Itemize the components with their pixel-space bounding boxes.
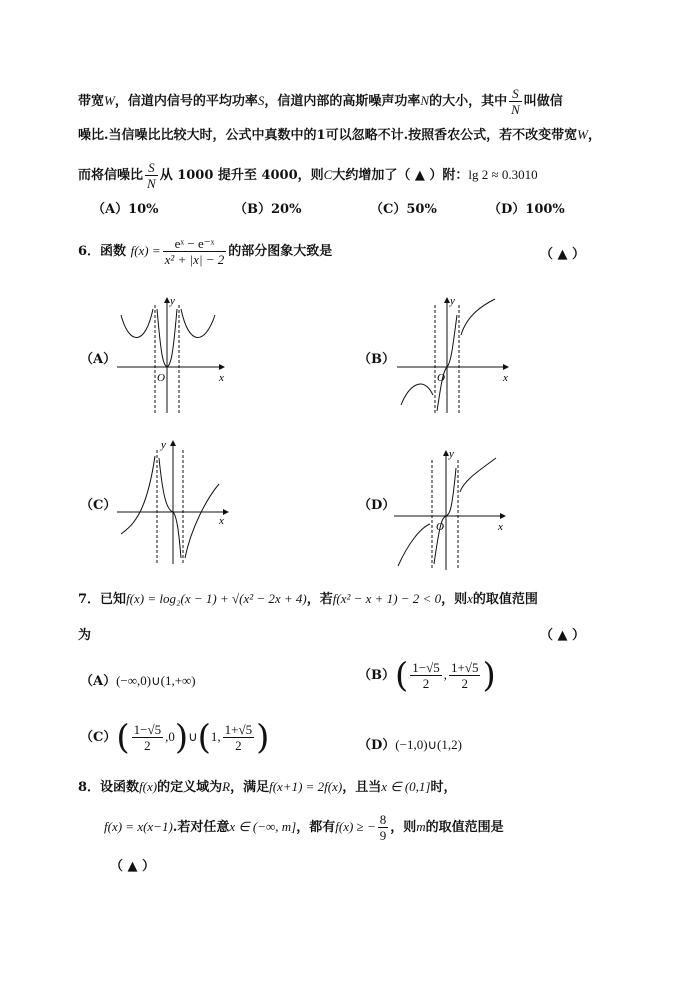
q8-stem: 8．设函数f(x)的定义域为R，满足f(x+1) = 2f(x)，且当x ∈ (0,1]时， — [78, 779, 457, 795]
graph-d-y-label: y — [449, 448, 454, 460]
q7-option-d: （D）(−1,0)∪(1,2) — [358, 737, 462, 753]
q8-line2: f(x) = x(x−1).若对任意x ∈ (−∞, m]，都有f(x) ≥ − $\frac{8}{9}$ ，则m的取值范围是 — [104, 812, 504, 843]
answer-triangle: ▲ — [414, 168, 425, 183]
graph-a-label: （A） — [80, 352, 117, 367]
graph-d-origin: O — [436, 521, 444, 533]
graph-a-origin: O — [157, 372, 165, 384]
q7-option-b: （B）( $\frac{1-√5}{2}$ , $\frac{1+√5}{2}$ ) — [358, 655, 496, 696]
graph-a — [115, 295, 225, 415]
q5-option-c: （C）50% — [370, 202, 437, 217]
graph-b-origin: O — [437, 372, 445, 384]
q8-answer-blank: （ ▲ ） — [110, 859, 156, 874]
q7-option-c: （C）( $\frac{1-√5}{2}$ ,0)∪(1, $\frac{1+√5}{2}$ ) — [80, 717, 270, 758]
q7-option-a: （A）(−∞,0)∪(1,+∞) — [80, 673, 196, 689]
graph-d-label: （D） — [358, 498, 396, 513]
snr-fraction-2: $\frac{S}{N}$ — [147, 160, 156, 191]
graph-d — [392, 448, 507, 573]
q5-line-3: 而将信噪比 $\frac{S}{N}$ 从 1000 提升至 4000，则C大约增加了（ ▲ ）附：lg 2 ≈ 0.3010 — [78, 160, 538, 191]
q6-answer-blank: （ ▲ ） — [540, 247, 586, 262]
q6-fraction: $\frac{\text{eˣ − e⁻ˣ}}{\text{x² + |x| − 2}}$ — [164, 236, 225, 267]
graph-b-y-label: y — [450, 295, 455, 307]
graph-b — [395, 295, 510, 415]
snr-fraction: $\frac{S}{N}$ — [511, 86, 520, 117]
q5-line-1: 带宽W，信道内信号的平均功率S，信道内部的高斯噪声功率N的大小，其中 $\frac{S}{N}$ 叫做信 — [78, 86, 563, 117]
q6-stem: 6．函数 f(x) = $\frac{\text{eˣ − e⁻ˣ}}{\text{x² + |x| − 2}}$ 的部分图象大致是 — [78, 236, 333, 267]
q5-option-b: （B）20% — [234, 202, 302, 217]
graph-c-y-label: y — [161, 439, 166, 451]
graph-c — [115, 438, 230, 568]
q5-line-2: 噪比.当信噪比比较大时，公式中真数中的1可以忽略不计.按照香农公式，若不改变带宽W， — [78, 127, 601, 143]
graph-c-x-label: x — [219, 515, 224, 527]
graph-d-x-label: x — [498, 521, 503, 533]
graph-c-label: （C） — [80, 498, 117, 513]
q5-option-a: （A）10% — [92, 202, 159, 217]
graph-a-x-label: x — [219, 372, 224, 384]
q7-answer-blank: （ ▲ ） — [540, 628, 586, 643]
q5-option-d: （D）100% — [488, 202, 565, 217]
q7-stem: 7．已知f(x) = log₂(x − 1) + √(x² − 2x + 4)，若f(x² − x + 1) − 2 < 0，则x的取值范围 — [78, 591, 538, 607]
graph-b-x-label: x — [503, 372, 508, 384]
graph-b-label: （B） — [358, 352, 395, 367]
graph-a-y-label: y — [170, 295, 175, 307]
q7-stem-line2: 为 — [78, 628, 92, 643]
